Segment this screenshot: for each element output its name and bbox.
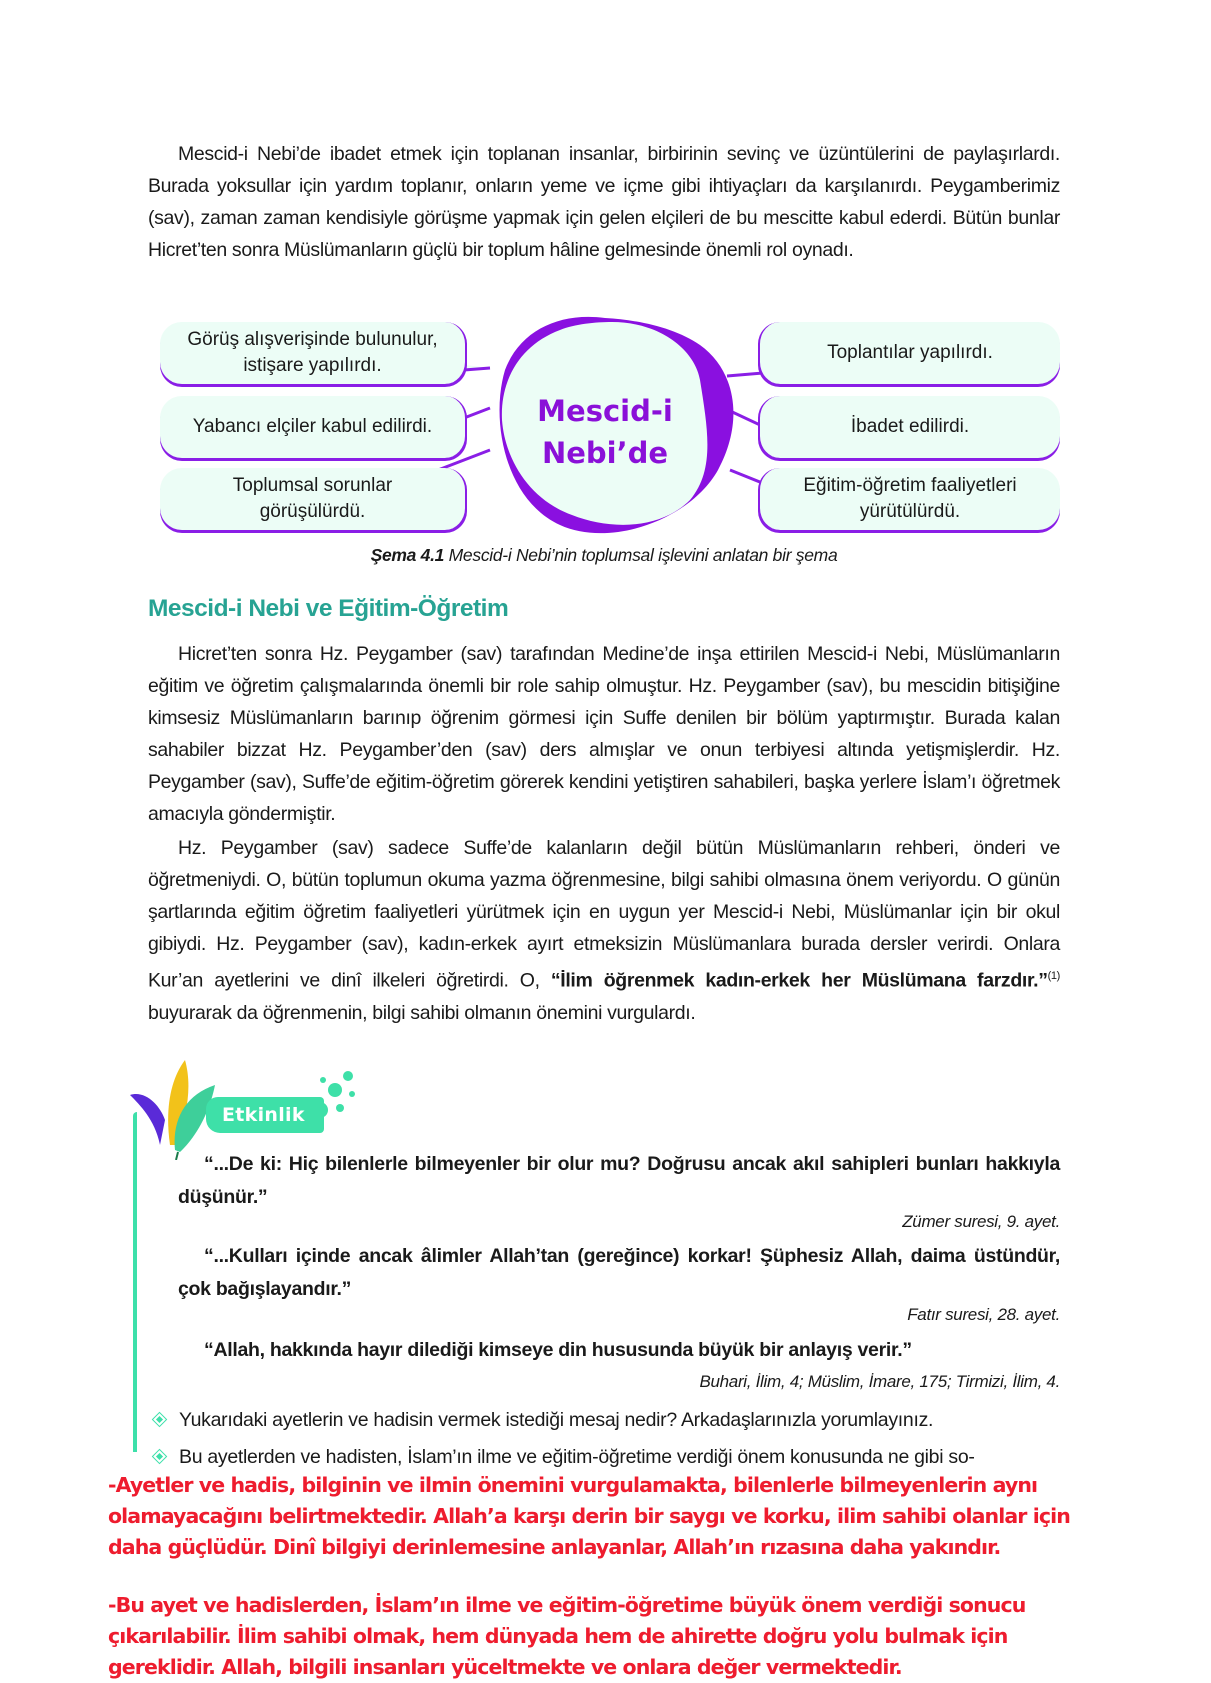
activity-question-2 — [150, 1442, 1060, 1472]
diamond-bullet-icon — [152, 1449, 168, 1465]
answer-2: -Bu ayet ve hadislerden, İslam’ın ilme ve eğitim-öğretime büyük önem verdiği sonucu çıkarılabilir. İlim sahibi olmak, hem dünyada hem de ahirette doğru yolu bulmak için gereklidir. Allah, bilgili insanları yüceltmekte ve onlara değer vermektedir. — [108, 1593, 1026, 1679]
diagram-bubble-left-3: Toplumsal sorunlar görüşülürdü. — [160, 468, 467, 530]
paragraph-2-text: Hz. Peygamber (sav) sadece Suffe’de kalanların değil bütün Müslümanların rehberi, önderi ve öğretmeniydi. O, bütün toplumun okuma yazma öğrenmesine, bilgi sahibi olmasına önem veriyordu. O günün şartlarında eğitim öğretim faaliyetleri yürütmek için en uygun yer Mescid-i Nebi, Müslümanlar için bir okul gibiydi. Hz. Peygamber (sav), kadın-erkek ayırt etmeksizin Müslümanlara burada dersler verirdi. Onlara Kur’an ayetlerini ve dinî ilkeleri öğretirdi. O, — [148, 837, 1060, 992]
caption-text: Mescid-i Nebi’nin toplumsal işlevini anlatan bir şema — [444, 545, 838, 565]
intro-paragraph-text: Mescid-i Nebi’de ibadet etmek için toplanan insanlar, birbirinin sevinç ve üzüntülerini de paylaşırlardı. Burada yoksullar için yardım toplanır, onların yeme ve içme gibi ihtiyaçları da karşılanırdı. Peygamberimiz (sav), zaman zaman kendisiyle görüşme yapmak için gelen elçileri de bu mescitte kabul ederdi. Bütün bunlar Hicret’ten sonra Müslümanların güçlü bir toplum hâline gelmesinde önemli rol oynadı. — [148, 143, 1060, 261]
diagram-caption — [148, 545, 1060, 566]
quote-2-text: “...Kulları içinde ancak âlimler Allah’tan (gereğince) korkar! Şüphesiz Allah, daima üstündür, çok bağışlayandır.” — [178, 1245, 1060, 1300]
diagram-bubble-right-2: İbadet edilirdi. — [758, 396, 1060, 458]
quote-3 — [178, 1334, 1060, 1367]
question-1-text: Yukarıdaki ayetlerin ve hadisin vermek istediği mesaj nedir? Arkadaşlarınızla yorumlayınız. — [179, 1409, 934, 1431]
quote-1-text: “...De ki: Hiç bilenlerle bilmeyenler bir olur mu? Doğrusu ancak akıl sahipleri bunları hakkıyla düşünür.” — [178, 1153, 1060, 1208]
section-paragraph-2 — [148, 832, 1060, 1029]
caption-label: Şema 4.1 — [370, 545, 445, 565]
quote-2 — [178, 1240, 1060, 1306]
center-title-line-2: Nebi’de — [541, 436, 669, 470]
activity-border-line — [133, 1112, 137, 1452]
diagram-bubble-left-1: Görüş alışverişinde bulunulur, istişare yapılırdı. — [160, 322, 467, 384]
diamond-bullet-icon — [152, 1412, 168, 1428]
quote-1 — [178, 1148, 1060, 1214]
quote-1-source: Zümer suresi, 9. ayet. — [902, 1212, 1060, 1231]
section-paragraph-1 — [148, 638, 1060, 830]
diagram-bubble-right-3: Eğitim-öğretim faaliyetleri yürütülürdü. — [758, 468, 1060, 530]
paragraph-2-end: buyurarak da öğrenmenin, bilgi sahibi olmanın önemini vurgulardı. — [148, 1001, 696, 1024]
question-2-text: Bu ayetlerden ve hadisten, İslam’ın ilme ve eğitim-öğretime verdiği önem konusunda ne gibi so- — [179, 1446, 975, 1468]
activity-question-1 — [150, 1405, 1060, 1435]
footnote-marker[interactable]: (1) — [1047, 970, 1060, 982]
section-paragraph-1-text: Hicret’ten sonra Hz. Peygamber (sav) tarafından Medine’de inşa ettirilen Mescid-i Nebi, Müslümanların eğitim ve öğretim çalışmalarında önemli bir role sahip olmuştur. Hz. Peygamber (sav), bu mescidin bitişiğine kimsesiz Müslümanların barınıp öğrenim görmesi için Suffe denilen bir bölüm yaptırmıştır. Burada kalan sahabiler bizzat Hz. Peygamber’den (sav) ders almışlar ve onun terbiyesi altında yetişmişlerdir. Hz. Peygamber (sav), Suffe’de eğitim-öğretim görerek kendini yetiştiren sahabileri, başka yerlere İslam’ı öğretmek amacıyla göndermiştir. — [148, 643, 1060, 825]
diagram-bubble-right-1: Toplantılar yapılırdı. — [758, 322, 1060, 384]
section-heading: Mescid-i Nebi ve Eğitim-Öğretim — [148, 595, 509, 622]
hadith-quote: “İlim öğrenmek kadın-erkek her Müslümana farzdır.” — [550, 969, 1048, 992]
answer-1: -Ayetler ve hadis, bilginin ve ilmin önemini vurgulamakta, bilenlerle bilmeyenlerin aynı olamayacağını belirtmektedir. Allah’a karşı derin bir saygı ve korku, ilim sahibi olanlar için daha güçlüdür. Dinî bilgiyi derinlemesine anlayanlar, Allah’ın rızasına daha yakındır. — [108, 1473, 1070, 1559]
center-title-line-1: Mescid-i — [537, 394, 673, 428]
quote-2-source: Fatır suresi, 28. ayet. — [907, 1305, 1060, 1324]
diagram-bubble-left-2: Yabancı elçiler kabul edilirdi. — [160, 396, 467, 458]
activity-badge: Etkinlik — [206, 1097, 324, 1133]
quote-3-text: “Allah, hakkında hayır dilediği kimseye din hususunda büyük bir anlayış verir.” — [204, 1339, 912, 1361]
diagram-center-title — [500, 390, 710, 474]
quote-3-source: Buhari, İlim, 4; Müslim, İmare, 175; Tirmizi, İlim, 4. — [699, 1372, 1060, 1391]
